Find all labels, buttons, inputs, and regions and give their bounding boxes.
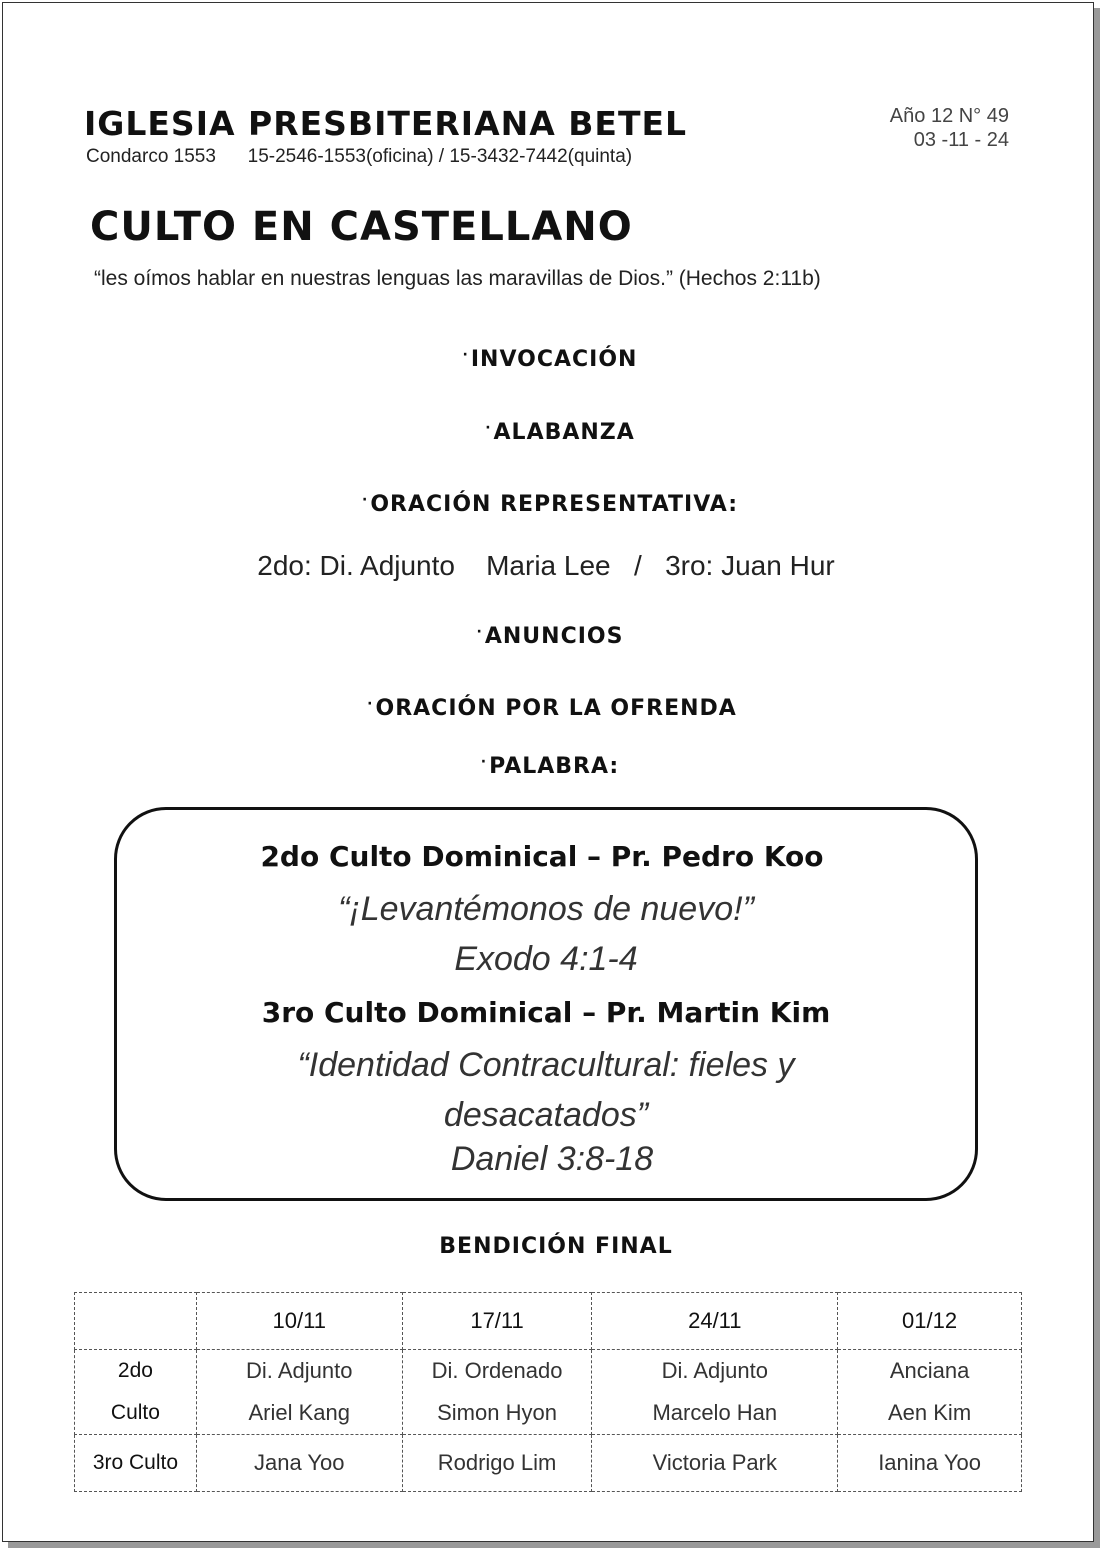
sermon-2do-title: “¡Levantémonos de nuevo!” bbox=[338, 890, 754, 928]
bullet-dot: · bbox=[367, 696, 374, 712]
bullet-dot: · bbox=[480, 754, 488, 770]
assignment-cell: Di. Adjunto Marcelo Han bbox=[592, 1350, 838, 1435]
order-offering: ·ORACIÓN POR LA OFRENDA bbox=[367, 696, 737, 721]
church-contact bbox=[86, 146, 632, 168]
sermon-box bbox=[114, 807, 978, 1201]
assignment-cell: Di. Adjunto Ariel Kang bbox=[196, 1350, 402, 1435]
order-word: ·PALABRA: bbox=[480, 754, 620, 779]
church-name: IGLESIA PRESBITERIANA BETEL bbox=[84, 104, 688, 143]
table-row-3ro-culto bbox=[75, 1435, 1022, 1492]
prayer-separator: / bbox=[633, 550, 642, 581]
assignment-cell: Anciana Aen Kim bbox=[838, 1350, 1022, 1435]
schedule-table bbox=[74, 1292, 1022, 1492]
bullet-dot: · bbox=[485, 420, 492, 436]
issue-number: Año 12 N° 49 bbox=[889, 105, 1009, 127]
sermon-3ro-title-line1: “Identidad Contracultural: fieles y bbox=[297, 1046, 795, 1084]
issue-date: 03 -11 - 24 bbox=[913, 129, 1009, 151]
row-label-2do: 2do Culto bbox=[75, 1350, 197, 1435]
assignment-cell: Rodrigo Lim bbox=[402, 1435, 592, 1492]
assignment-cell: Victoria Park bbox=[592, 1435, 838, 1492]
table-row-2do-culto bbox=[75, 1350, 1022, 1435]
sermon-3ro-heading: 3ro Culto Dominical – Pr. Martin Kim bbox=[261, 996, 831, 1029]
order-praise: ·ALABANZA bbox=[485, 420, 635, 445]
date-cell: 17/11 bbox=[402, 1293, 592, 1350]
prayer-3ro: 3ro: Juan Hur bbox=[665, 550, 835, 581]
sermon-2do-heading: 2do Culto Dominical – Pr. Pedro Koo bbox=[260, 840, 824, 873]
service-title: CULTO EN CASTELLANO bbox=[90, 204, 633, 250]
order-blessing: BENDICIÓN FINAL bbox=[439, 1234, 673, 1259]
prayer-2do: 2do: Di. Adjunto Maria Lee bbox=[257, 550, 611, 581]
sermon-3ro-title-line2: desacatados” bbox=[443, 1096, 649, 1134]
bullet-dot: · bbox=[476, 624, 483, 640]
date-cell: 10/11 bbox=[196, 1293, 402, 1350]
sermon-2do-reference: Exodo 4:1-4 bbox=[454, 940, 638, 978]
order-invocation: ·INVOCACIÓN bbox=[462, 347, 638, 372]
church-phones: 15-2546-1553(oficina) / 15-3432-7442(quinta) bbox=[247, 146, 633, 167]
order-prayer: ·ORACIÓN REPRESENTATIVA: bbox=[361, 492, 739, 517]
order-announcements: ·ANUNCIOS bbox=[476, 624, 624, 649]
issue-info bbox=[890, 104, 1009, 152]
table-corner-cell bbox=[75, 1293, 197, 1350]
church-address: Condarco 1553 bbox=[86, 146, 216, 167]
bullet-dot: · bbox=[462, 347, 469, 363]
date-cell: 01/12 bbox=[838, 1293, 1022, 1350]
assignment-cell: Ianina Yoo bbox=[838, 1435, 1022, 1492]
prayer-assignments bbox=[0, 550, 1092, 582]
bullet-dot: · bbox=[361, 492, 369, 508]
sermon-3ro-reference: Daniel 3:8-18 bbox=[450, 1140, 654, 1178]
row-label-3ro: 3ro Culto bbox=[75, 1435, 197, 1492]
date-cell: 24/11 bbox=[592, 1293, 838, 1350]
service-verse: “les oímos hablar en nuestras lenguas las maravillas de Dios.” (Hechos 2:11b) bbox=[94, 267, 821, 290]
assignment-cell: Di. Ordenado Simon Hyon bbox=[402, 1350, 592, 1435]
assignment-cell: Jana Yoo bbox=[196, 1435, 402, 1492]
table-row-dates bbox=[75, 1293, 1022, 1350]
